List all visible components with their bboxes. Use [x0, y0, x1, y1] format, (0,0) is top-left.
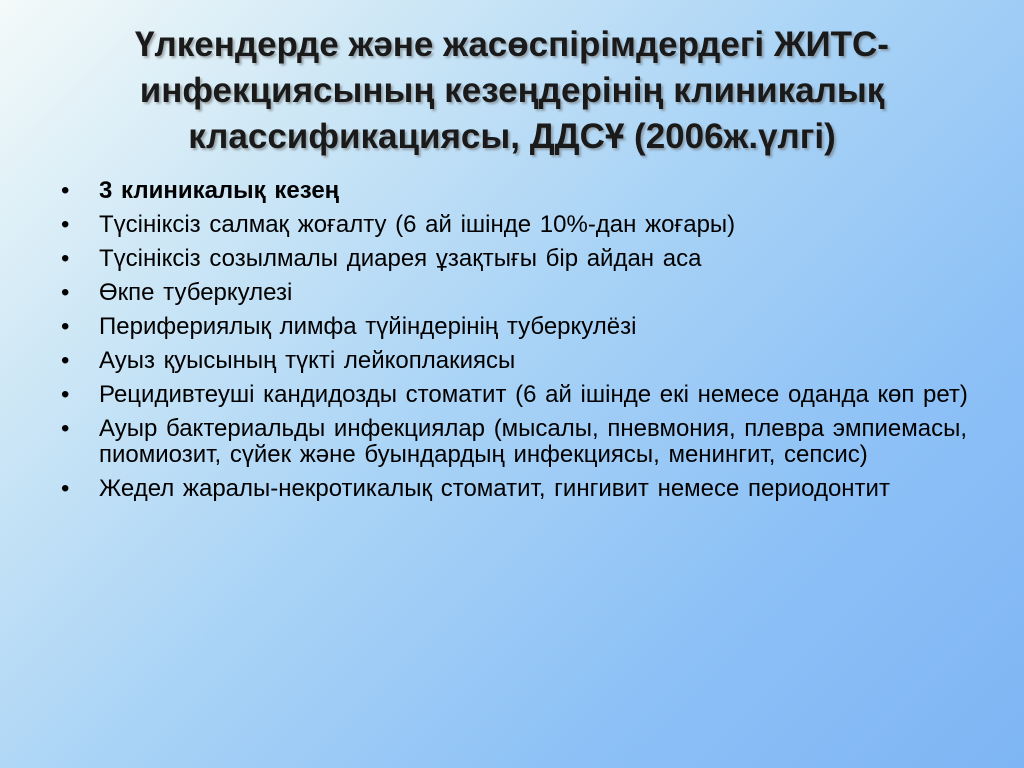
list-item: [55, 416, 975, 468]
list-item: [55, 314, 975, 340]
bullet-dot-icon: •: [61, 475, 70, 502]
slide-title: Үлкендерде және жасөспірімдердегі ЖИТС-инфекциясының кезеңдерінің клиникалық классификациясы, ДДСҰ (2006ж.үлгі): [135, 25, 889, 156]
bullet-dot-icon: •: [61, 177, 70, 204]
bullet-dot-icon: •: [61, 313, 70, 340]
list-item: [55, 280, 975, 306]
bullet-list: [55, 178, 975, 510]
list-item: [55, 212, 975, 238]
bullet-text: Ауыз қуысының түкті лейкоплакиясы: [99, 347, 516, 374]
list-item: [55, 178, 975, 204]
bullet-dot-icon: •: [61, 347, 70, 374]
bullet-dot-icon: •: [61, 381, 70, 408]
bullet-text: Жедел жаралы-некротикалық стоматит, гингивит немесе периодонтит: [99, 475, 890, 502]
list-item: [55, 382, 975, 408]
bullet-text: Рецидивтеуші кандидозды стоматит (6 ай ішінде екі немесе оданда көп рет): [99, 381, 968, 408]
bullet-text: Өкпе туберкулезі: [99, 279, 293, 306]
bullet-dot-icon: •: [61, 245, 70, 272]
list-item: [55, 348, 975, 374]
bullet-text: Түсініксіз салмақ жоғалту (6 ай ішінде 10%-дан жоғары): [99, 211, 736, 238]
bullet-dot-icon: •: [61, 415, 70, 442]
bullet-text: 3 клиникалық кезең: [99, 177, 340, 204]
bullet-dot-icon: •: [61, 211, 70, 238]
bullet-dot-icon: •: [61, 279, 70, 306]
bullet-text: Ауыр бактериальды инфекциялар (мысалы, пневмония, плевра эмпиемасы, пиомиозит, сүйек және буындардың инфекциясы, менингит, сепсис): [99, 415, 968, 468]
bullet-text: Перифериялық лимфа түйіндерінің туберкулёзі: [99, 313, 637, 340]
bullet-text: Түсініксіз созылмалы диарея ұзақтығы бір айдан аса: [99, 245, 702, 272]
list-item: [55, 246, 975, 272]
list-item: [55, 476, 975, 502]
